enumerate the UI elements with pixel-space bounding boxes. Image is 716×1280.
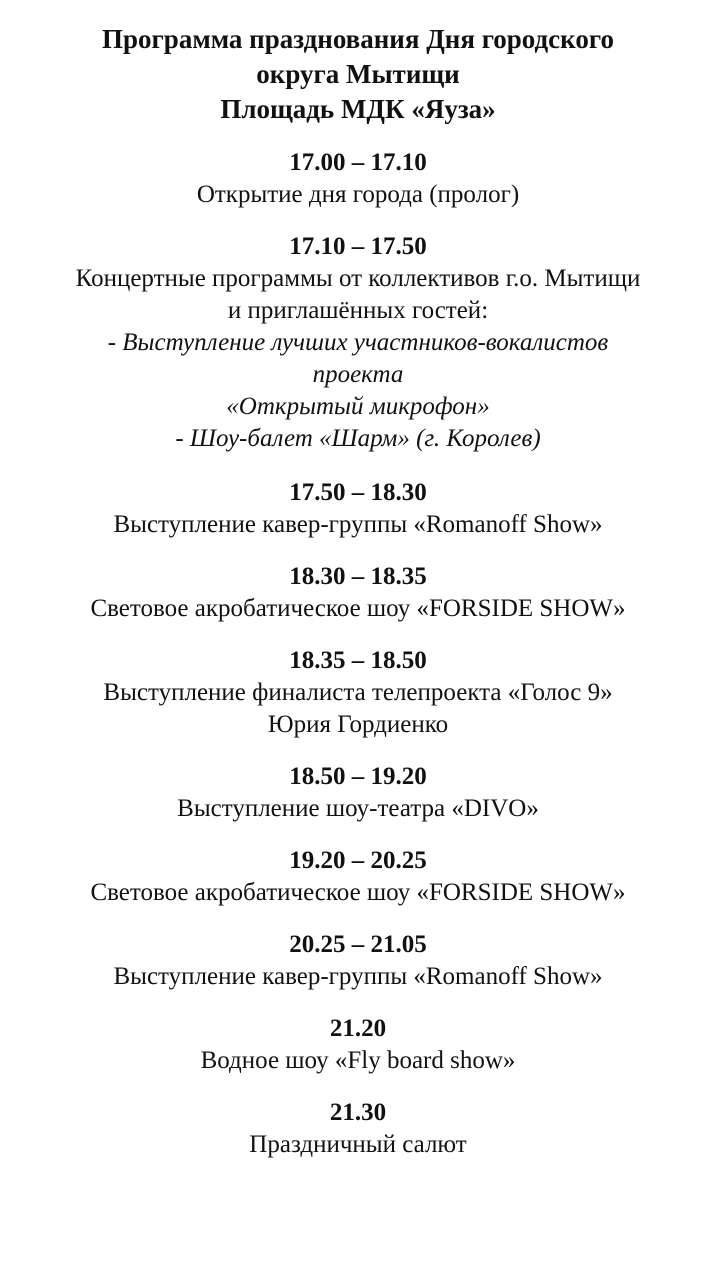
event-time: 19.20 – 20.25 bbox=[289, 847, 427, 874]
title-line: Площадь МДК «Яуза» bbox=[220, 94, 496, 124]
event-time: 21.20 bbox=[329, 1015, 387, 1042]
event-description: Открытие дня города (пролог) bbox=[196, 181, 520, 208]
event-description: Световое акробатическое шоу «FORSIDE SHOW» bbox=[90, 879, 626, 906]
event-time: 17.10 – 17.50 bbox=[289, 233, 427, 260]
event-time: 20.25 – 21.05 bbox=[289, 931, 427, 958]
event-time: 18.30 – 18.35 bbox=[289, 563, 427, 590]
schedule-event bbox=[0, 477, 716, 541]
event-subitem: проекта bbox=[312, 361, 404, 388]
document-title bbox=[0, 22, 716, 127]
schedule-event bbox=[0, 1097, 716, 1161]
title-line: Программа празднования Дня городского bbox=[102, 24, 614, 54]
event-description: Юрия Гордиенко bbox=[267, 711, 449, 738]
event-description: Световое акробатическое шоу «FORSIDE SHOW» bbox=[90, 595, 626, 622]
schedule-event bbox=[0, 845, 716, 909]
event-description: Концертные программы от коллективов г.о. Мытищи bbox=[75, 265, 641, 292]
event-subitem: - Шоу-балет «Шарм» (г. Королев) bbox=[175, 425, 541, 452]
schedule-event bbox=[0, 561, 716, 625]
schedule-event bbox=[0, 929, 716, 993]
schedule-event bbox=[0, 761, 716, 825]
event-description: Выступление кавер-группы «Romanoff Show» bbox=[113, 511, 603, 538]
event-time: 18.50 – 19.20 bbox=[289, 763, 427, 790]
event-subitem: - Выступление лучших участников-вокалистов bbox=[107, 329, 609, 356]
event-description: Водное шоу «Fly board show» bbox=[200, 1047, 516, 1074]
event-subitem: «Открытый микрофон» bbox=[226, 393, 490, 420]
event-description: Выступление финалиста телепроекта «Голос 9» bbox=[103, 679, 613, 706]
event-time: 18.35 – 18.50 bbox=[289, 647, 427, 674]
schedule-event bbox=[0, 147, 716, 211]
event-description: Выступление шоу-театра «DIVO» bbox=[177, 795, 539, 822]
event-description: Праздничный салют bbox=[249, 1131, 467, 1158]
event-description: и приглашённых гостей: bbox=[227, 297, 489, 324]
event-time: 17.50 – 18.30 bbox=[289, 479, 427, 506]
schedule-event bbox=[0, 645, 716, 741]
title-line: округа Мытищи bbox=[256, 59, 460, 89]
event-time: 21.30 bbox=[329, 1099, 387, 1126]
schedule-event bbox=[0, 231, 716, 455]
event-time: 17.00 – 17.10 bbox=[289, 149, 427, 176]
event-description: Выступление кавер-группы «Romanoff Show» bbox=[113, 963, 603, 990]
schedule-event bbox=[0, 1013, 716, 1077]
